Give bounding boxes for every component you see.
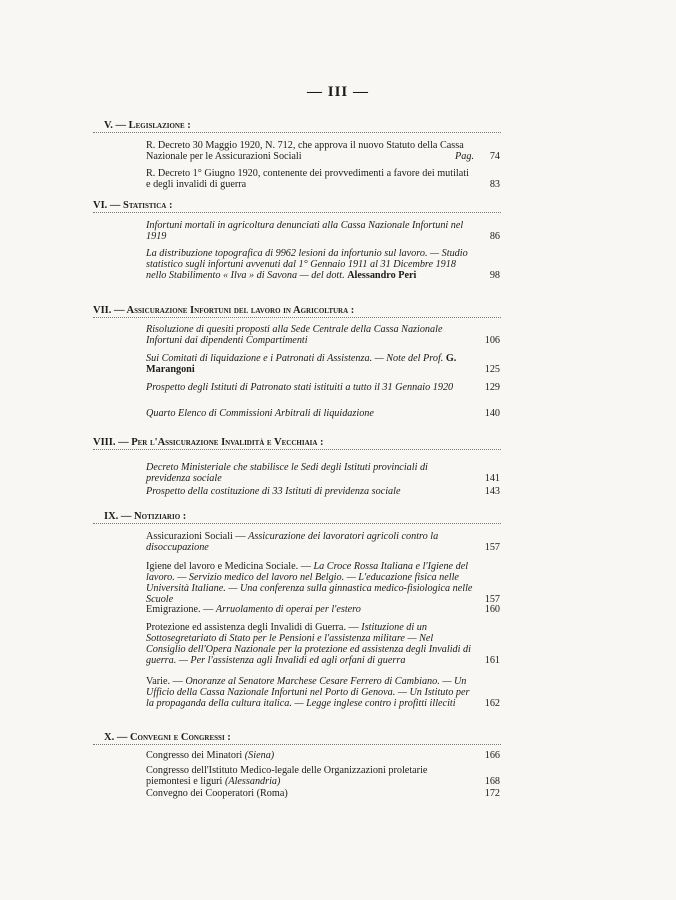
page-ref: 140 <box>484 408 500 419</box>
toc-entry <box>146 561 500 605</box>
entry-title: Onoranze al Senatore Marchese Cesare Ferrero di Cambiano. — Un Ufficio della Cassa Nazionale Infortuni nel Porto di Genova. — Un Istituto per la propaganda della cultura italica. — Legge inglese contro i profitti illeciti <box>146 676 470 709</box>
page-ref: 162 <box>484 698 500 709</box>
section-heading-viii: VIII. — Per l'Assicurazione Invalidità e Vecchiaia : <box>93 437 324 448</box>
toc-entry <box>146 765 500 787</box>
toc-entry <box>146 324 500 346</box>
page-ref: 129 <box>484 382 500 393</box>
entry-lead: Igiene del lavoro e Medicina Sociale. — <box>146 561 311 572</box>
page-label: Pag. <box>455 151 474 162</box>
toc-entry <box>146 408 500 419</box>
entry-title: Arruolamento di operai per l'estero <box>215 604 361 615</box>
author-name: Alessandro Peri <box>347 270 417 281</box>
section-heading-x: X. — Convegni e Congressi : <box>104 732 231 743</box>
section-rule <box>93 449 501 450</box>
entry-title: Prospetto degli Istituti di Patronato stati istituiti a tutto il 31 Gennaio 1920 <box>146 382 454 393</box>
author-name: G. Marangoni <box>146 353 457 375</box>
entry-title: Istituzione di un Sottosegretariato di Stato per le Pensioni e l'assistenza militare — Nel Consiglio dell'Opera Nazionale per la protezione ed assistenza degli Invalidi di guerra. — Per l'assistenza agli Invalidi ed agli orfani di guerra <box>146 622 471 666</box>
toc-entry <box>146 353 500 375</box>
section-rule <box>93 744 501 745</box>
page-ref: 141 <box>484 473 500 484</box>
page-ref: 157 <box>484 542 500 553</box>
page-ref: 106 <box>484 335 500 346</box>
page-ref: 168 <box>484 776 500 787</box>
section-rule <box>93 523 501 524</box>
entry-title: Congresso dei Minatori <box>146 750 243 761</box>
page-number: — III — <box>306 84 369 100</box>
section-heading-vii: VII. — Assicurazione Infortuni del lavoro in Agricoltura : <box>93 305 355 316</box>
entry-title: Sui Comitati di liquidazione e i Patronati di Assistenza. — Note del Prof. <box>146 353 444 364</box>
entry-title: Prospetto della costituzione di 33 Istituti di previdenza sociale <box>146 486 401 497</box>
toc-entry <box>146 382 500 393</box>
entry-title: Decreto Ministeriale che stabilisce le Sedi degli Istituti provinciali di previdenza sociale <box>146 462 428 484</box>
entry-place: (Alessandria) <box>224 776 281 787</box>
page-ref: 160 <box>484 604 500 615</box>
entry-title: Infortuni mortali in agricoltura denunciati alla Cassa Nazionale Infortuni nel 1919 <box>146 220 464 242</box>
page-ref: 125 <box>484 364 500 375</box>
toc-entry <box>146 486 500 497</box>
toc-entry <box>146 220 500 242</box>
toc-entry <box>146 750 500 761</box>
entry-title: Quarto Elenco di Commissioni Arbitrali di liquidazione <box>146 408 374 419</box>
toc-entry <box>146 140 500 162</box>
page-ref: 98 <box>489 270 500 281</box>
entry-title: R. Decreto 30 Maggio 1920, N. 712, che approva il nuovo Statuto della Cassa Nazionale per le Assicurazioni Sociali <box>146 140 464 162</box>
toc-entry <box>146 462 500 484</box>
section-rule <box>93 212 501 213</box>
entry-title: Congresso dell'Istituto Medico-legale delle Organizzazioni proletarie piemontesi e liguri <box>146 765 428 787</box>
entry-title: Convegno dei Cooperatori (Roma) <box>146 788 288 799</box>
section-rule <box>93 317 501 318</box>
entry-lead: Protezione ed assistenza degli Invalidi di Guerra. — <box>146 622 359 633</box>
entry-title: Risoluzione di quesiti proposti alla Sede Centrale della Cassa Nazionale Infortuni dai dipendenti Compartimenti <box>146 324 443 346</box>
entry-title: La Croce Rossa Italiana e l'Igiene del lavoro. — Servizio medico del lavoro nel Belgio. — L'educazione fisica nelle Università Italiane. — Una conferenza sulla ginnastica medico-fisiologica nelle Scuole <box>146 561 473 605</box>
entry-lead: Varie. — <box>146 676 183 687</box>
toc-entry <box>146 248 500 281</box>
toc-entry <box>146 531 500 553</box>
page-ref: 83 <box>489 179 500 190</box>
section-heading-v: V. — Legislazione : <box>104 120 191 131</box>
toc-entry <box>146 604 500 615</box>
page-ref: 143 <box>484 486 500 497</box>
page-ref: 172 <box>484 788 500 799</box>
section-heading-ix: IX. — Notiziario : <box>104 511 187 522</box>
toc-entry <box>146 622 500 666</box>
entry-title: R. Decreto 1° Giugno 1920, contenente dei provvedimenti a favore dei mutilati e degli invalidi di guerra <box>146 168 469 190</box>
entry-title: La distribuzione topografica di 9962 lesioni da infortunio sul lavoro. — Studio statistico sugli infortuni avvenuti dal 1° Gennaio 1911 al 31 Dicembre 1918 nello Stabilimento « Ilva » di Savona — del dott. <box>146 248 468 281</box>
toc-entry <box>146 676 500 709</box>
page-ref: 166 <box>484 750 500 761</box>
entry-lead: Emigrazione. — <box>146 604 214 615</box>
section-heading-vi: VI. — Statistica : <box>93 200 173 211</box>
page-ref: 86 <box>489 231 500 242</box>
page-ref: 161 <box>484 655 500 666</box>
section-rule <box>93 132 501 133</box>
entry-title: Assicurazione dei lavoratori agricoli contro la disoccupazione <box>146 531 439 553</box>
page-ref: 74 <box>489 151 500 162</box>
entry-place: (Siena) <box>244 750 275 761</box>
entry-lead: Assicurazioni Sociali — <box>146 531 246 542</box>
toc-entry <box>146 168 500 190</box>
toc-entry <box>146 788 500 799</box>
page-ref: 157 <box>484 594 500 605</box>
